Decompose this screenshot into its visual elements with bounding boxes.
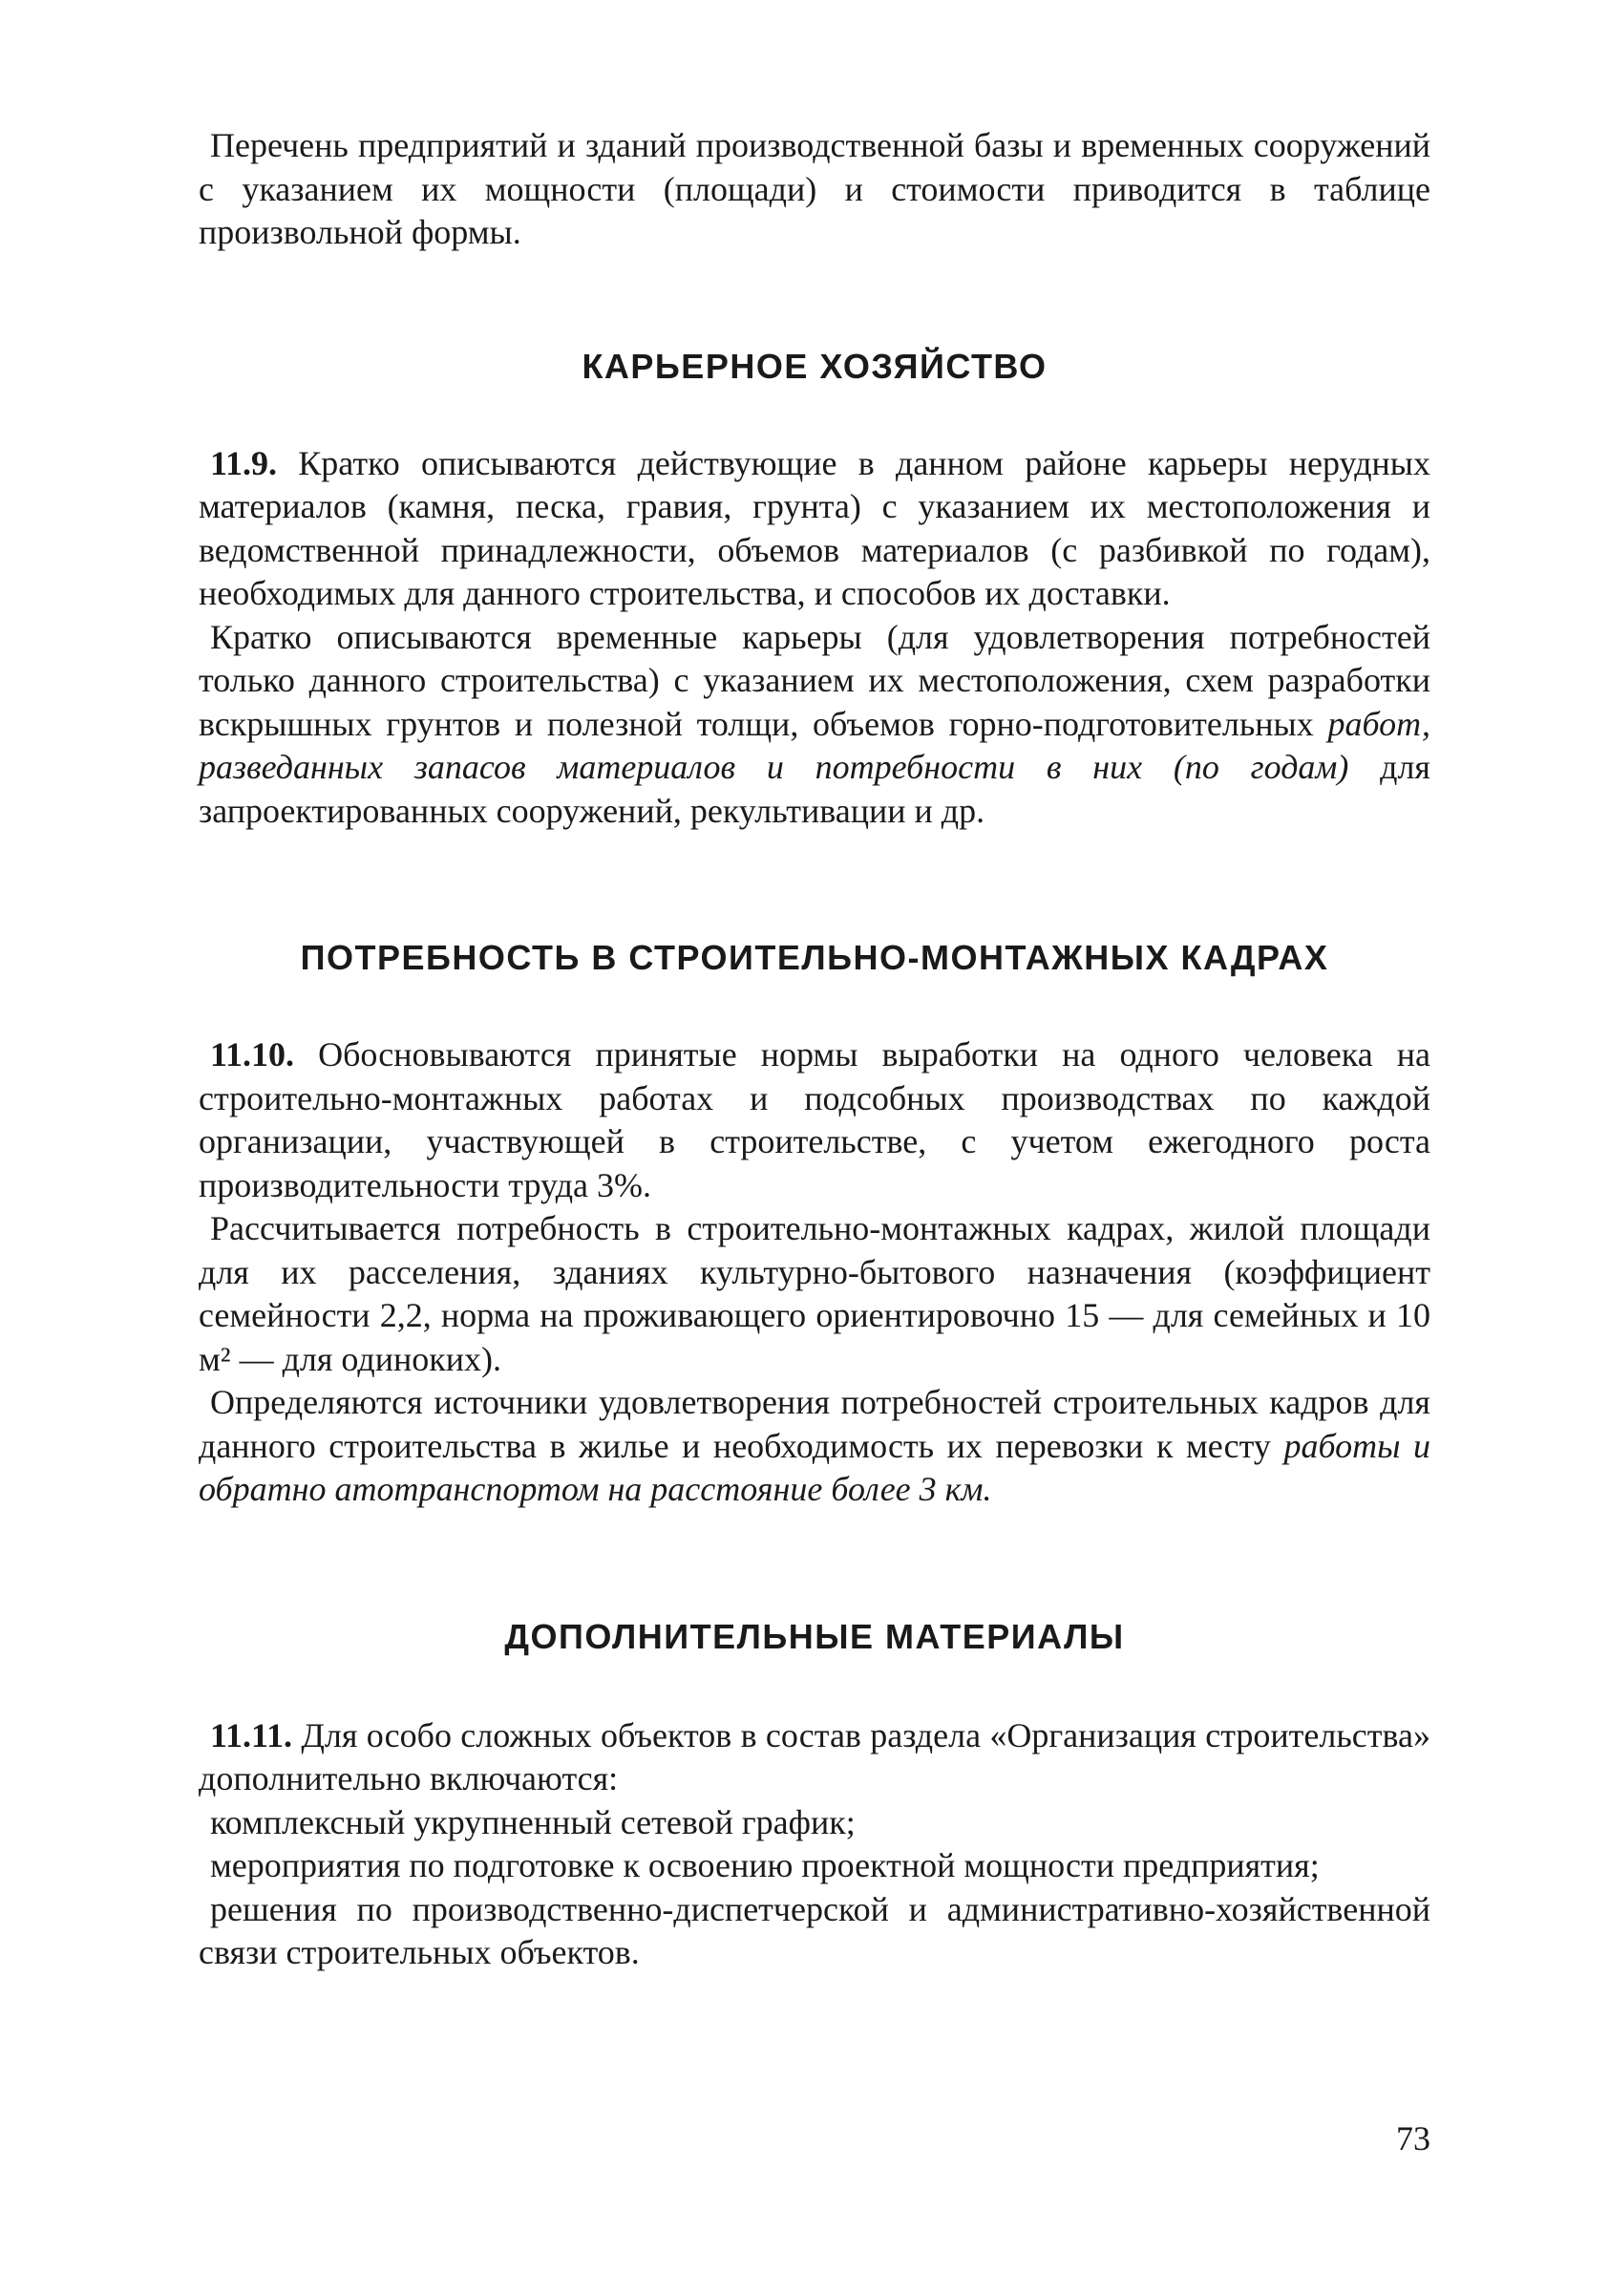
paragraph-text: Определяются источники удовлетворения потребностей строительных кадров для данного строительства в жилье и необходимость их перевозки к месту	[199, 1383, 1430, 1465]
paragraph-text: Обосновываются принятые нормы выработки на одного человека на строительно-монтажных работах и подсобных производствах по каждой организации, участвующей в строительстве, с учетом ежегодного роста производительности труда 3%.	[199, 1035, 1430, 1204]
paragraph-text: для запроектированных сооружений, рекультивации и др.	[199, 748, 1430, 830]
section-heading-additional: ДОПОЛНИТЕЛЬНЫЕ МАТЕРИАЛЫ	[504, 1616, 1125, 1656]
clause-number: 11.9.	[210, 443, 278, 482]
paragraph-staff-sources	[199, 1381, 1430, 1512]
paragraph-staff-calculation: Рассчитывается потребность в строительно-монтажных кадрах, жилой площади для их расселения, зданиях культурно-бытового назначения (коэффициент семейности 2,2, норма на проживающего ориентировочно 15 — для семейных и 10 м² — для одиноких).	[199, 1209, 1430, 1378]
paragraph-text-italic: работы и обратно атотранспортом на расстояние более 3 км.	[199, 1426, 1430, 1508]
paragraph-11-9	[199, 442, 1430, 616]
paragraph-temporary-quarries	[199, 616, 1430, 834]
section-heading-staff: ПОТРЕБНОСТЬ В СТРОИТЕЛЬНО-МОНТАЖНЫХ КАДРАХ	[300, 938, 1329, 977]
document-page	[199, 124, 1430, 1975]
paragraph-text: Для особо сложных объектов в состав раздела «Организация строительства» дополнительно включаются:	[199, 1715, 1430, 1797]
list-item: решения по производственно-диспетчерской и административно-хозяйственной связи строительных объектов.	[199, 1889, 1430, 1971]
section-heading-quarry: КАРЬЕРНОЕ ХОЗЯЙСТВО	[582, 346, 1048, 386]
paragraph-11-11	[199, 1714, 1430, 1801]
list-item: мероприятия по подготовке к освоению проектной мощности предприятия;	[210, 1846, 1320, 1884]
paragraph-text: Кратко описываются временные карьеры (для удовлетворения потребностей только данного строительства) с указанием их местоположения, схем разработки вскрышных грунтов и полезной толщи, объемов горно-подготовительных	[199, 617, 1430, 743]
page-number: 73	[1396, 2119, 1430, 2158]
clause-number: 11.11.	[210, 1715, 293, 1754]
paragraph-text: Кратко описываются действующие в данном районе карьеры нерудных материалов (камня, песка, гравия, грунта) с указанием их местоположения и ведомственной принадлежности, объемов материалов (с разбивкой по годам), необходимых для данного строительства, и способов их доставки.	[199, 443, 1430, 612]
clause-number: 11.10.	[210, 1035, 295, 1074]
intro-paragraph: Перечень предприятий и зданий производственной базы и временных сооружений с указанием их мощности (площади) и стоимости приводится в таблице произвольной формы.	[199, 126, 1430, 251]
paragraph-11-10	[199, 1033, 1430, 1207]
paragraph-text-italic: работ, разведанных запасов материалов и потребности в них (по годам)	[199, 704, 1430, 786]
list-item: комплексный укрупненный сетевой график;	[210, 1802, 856, 1841]
